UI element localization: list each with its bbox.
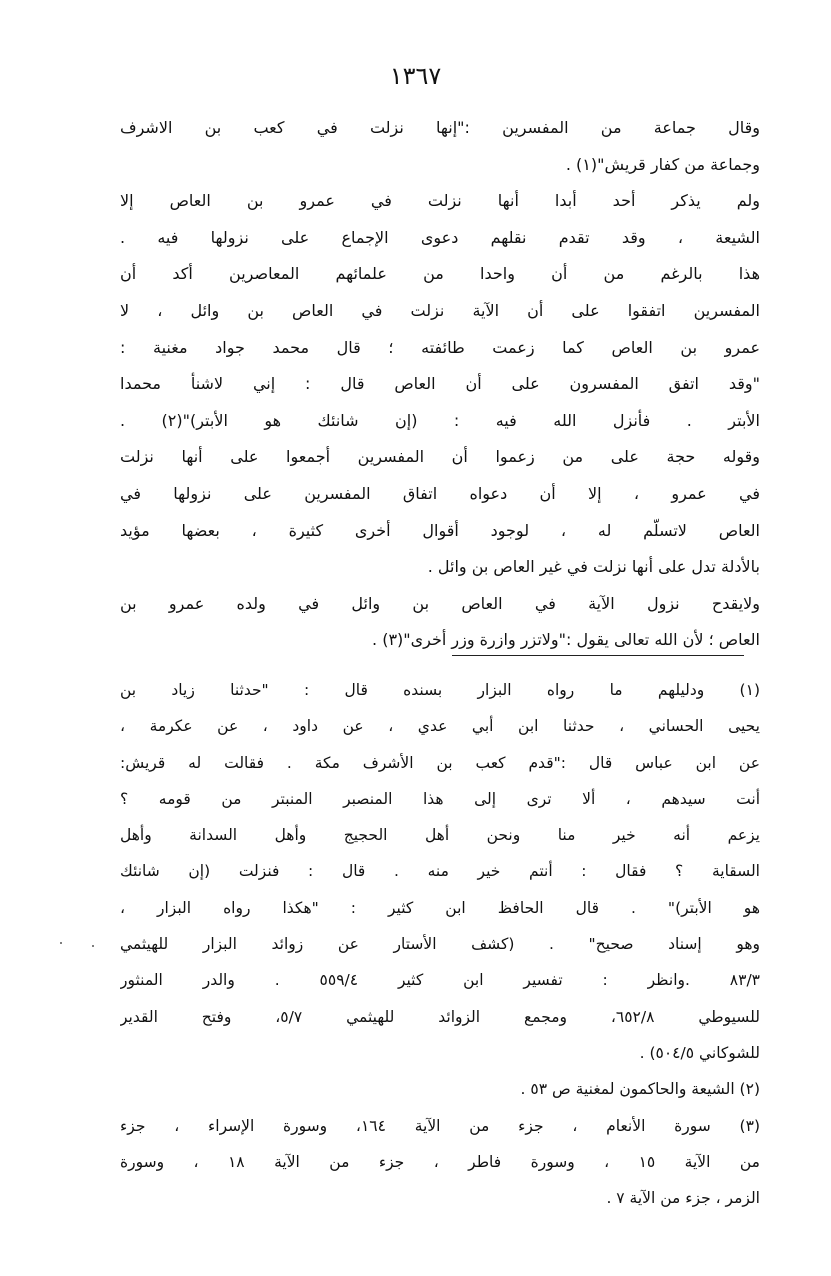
text-line: "وقد اتفق المفسرون على أن العاص قال : إني لاشنأ محمدا bbox=[120, 374, 760, 394]
footnote-separator bbox=[452, 655, 744, 656]
text-line: العاص ؛ لأن الله تعالى يقول :"ولاتزر وازرة وزر أخرى"(٣) . bbox=[372, 630, 760, 650]
text-line: وقال جماعة من المفسرين :"إنها نزلت في كعب بن الاشرف bbox=[120, 118, 760, 137]
text-line: بالأدلة تدل على أنها نزلت في غير العاص بن وائل . bbox=[427, 557, 760, 577]
text-line: وجماعة من كفار قريش"(١) . bbox=[565, 154, 760, 174]
text-line: الأبتر . فأنزل الله فيه : (إن شانئك هو الأبتر)"(٢) . bbox=[120, 410, 760, 430]
footnote-line: (٣) سورة الأنعام ، جزء من الآية ١٦٤، وسورة الإسراء ، جزء bbox=[120, 1116, 760, 1135]
text-line: وقوله حجة على من زعموا أن المفسرين أجمعوا على أنها نزلت bbox=[120, 447, 760, 467]
main-text bbox=[120, 110, 760, 659]
text-line: الشيعة ، وقد تقدم نقلهم دعوى الإجماع على نزولها فيه . bbox=[120, 227, 760, 247]
text-line: ولايقدح نزول الآية في العاص بن وائل في ولده عمرو بن bbox=[120, 593, 760, 613]
footnote-line: للشوكاني ٥٠٤/٥) . bbox=[639, 1043, 760, 1062]
footnote-line: الزمر ، جزء من الآية ٧ . bbox=[606, 1189, 760, 1208]
footnote-line: يحيى الحساني ، حدثنا ابن أبي عدي ، عن داود ، عن عكرمة ، bbox=[120, 717, 760, 736]
footnotes bbox=[120, 672, 760, 1216]
footnote-line: السقاية ؟ فقال : أنتم خير منه . قال : فنزلت (إن شانئك bbox=[120, 862, 760, 881]
footnote-line: للسيوطي ٦٥٢/٨، ومجمع الزوائد للهيثمي ٥/٧، وفتح القدير bbox=[120, 1007, 760, 1026]
footnote-line: (١) ودليلهم ما رواه البزار بسنده قال : "حدثنا زياد بن bbox=[120, 681, 760, 699]
footnote-line: يزعم أنه خير منا ونحن أهل الحجيج وأهل السدانة وأهل bbox=[120, 826, 760, 845]
scan-speck bbox=[92, 945, 94, 947]
footnote-line: من الآية ١٥ ، وسورة فاطر ، جزء من الآية ١٨ ، وسورة bbox=[120, 1152, 760, 1171]
text-line: عمرو بن العاص كما زعمت طائفته ؛ قال محمد جواد مغنية : bbox=[120, 337, 760, 357]
page-number: ١٣٦٧ bbox=[389, 62, 442, 90]
footnote-line: أنت سيدهم ، ألا ترى إلى هذا المنصبر المنبتر من قومه ؟ bbox=[120, 789, 760, 808]
text-line: العاص لاتسلّم له ، لوجود أقوال أخرى كثيرة ، بعضها مؤيد bbox=[120, 520, 760, 540]
text-line: المفسرين اتفقوا على أن الآية نزلت في العاص بن وائل ، لا bbox=[120, 300, 760, 320]
footnote-line: ٨٣/٣ .وانظر : تفسير ابن كثير ٥٥٩/٤ . والدر المنثور bbox=[120, 971, 760, 990]
footnote-line: عن ابن عباس قال :"قدم كعب بن الأشرف مكة . فقالت له قريش: bbox=[120, 753, 760, 772]
footnote-line: (٢) الشيعة والحاكمون لمغنية ص ٥٣ . bbox=[520, 1080, 760, 1099]
text-line: في عمرو ، إلا أن دعواه اتفاق المفسرين على نزولها في bbox=[120, 483, 760, 503]
scan-speck bbox=[60, 942, 62, 944]
text-line: هذا بالرغم من أن واحدا من علمائهم المعاصرين أكد أن bbox=[120, 264, 760, 284]
text-line: ولم يذكر أحد أبدا أنها نزلت في عمرو بن العاص إلا bbox=[120, 191, 760, 211]
footnote-line: هو الأبتر)" . قال الحافظ ابن كثير : "هكذا رواه البزار ، bbox=[120, 898, 760, 917]
footnote-line: وهو إسناد صحيح" . (كشف الأستار عن زوائد البزار للهيثمي bbox=[120, 935, 760, 954]
